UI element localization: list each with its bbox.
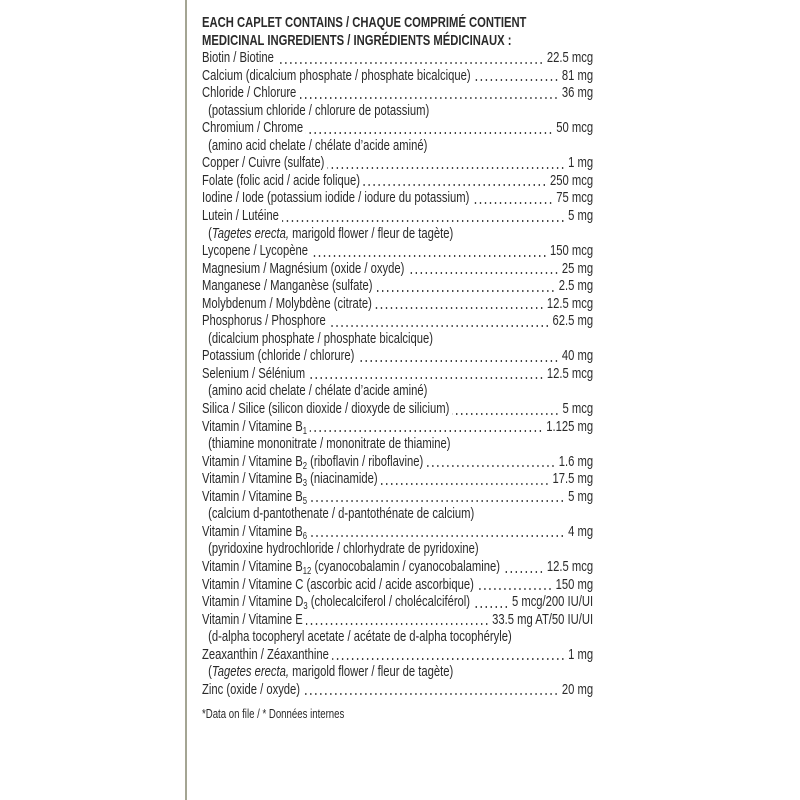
ingredient-row bbox=[202, 120, 593, 138]
ingredient-amount: 25 mg bbox=[561, 260, 594, 277]
dot-leader bbox=[311, 255, 547, 257]
dot-leader bbox=[299, 97, 558, 99]
dot-leader bbox=[310, 535, 565, 537]
ingredient-name-text: Iodine / Iode (potassium iodide / iodure du potassium) bbox=[202, 190, 470, 207]
ingredient-name bbox=[202, 313, 326, 331]
ingredient-name bbox=[202, 647, 329, 665]
note-italic: Tagetes erecta, bbox=[211, 664, 289, 681]
ingredient-row bbox=[202, 419, 593, 437]
ingredient-amount: 12.5 mcg bbox=[546, 295, 594, 312]
ingredient-name-text: Molybdenum / Molybdène (citrate) bbox=[202, 295, 372, 312]
ingredient-row bbox=[202, 50, 593, 68]
ingredient-name-text: Potassium (chloride / chlorure) bbox=[202, 348, 355, 365]
ingredient-row bbox=[202, 471, 593, 489]
ingredient-name-text: Vitamin / Vitamine B bbox=[202, 471, 303, 488]
note-text: marigold flower / fleur de tagète) bbox=[288, 664, 454, 681]
ingredient-name bbox=[202, 682, 300, 700]
ingredient-name-text: Manganese / Manganèse (sulfate) bbox=[202, 278, 373, 295]
ingredient-amount: 5 mcg/200 IU/UI bbox=[511, 594, 594, 611]
ingredient-amount: 150 mg bbox=[555, 576, 594, 593]
ingredient-name-text: Zinc (oxide / oxyde) bbox=[202, 681, 301, 698]
heading-medicinal-ingredients: MEDICINAL INGREDIENTS / INGRÉDIENTS MÉDICINAUX : bbox=[202, 32, 512, 49]
note-italic: Tagetes erecta, bbox=[211, 225, 289, 242]
ingredient-name-text: Biotin / Biotine bbox=[202, 50, 274, 67]
ingredient-name bbox=[202, 559, 500, 577]
ingredient-name bbox=[202, 208, 279, 226]
ingredient-name bbox=[202, 68, 471, 86]
ingredient-amount: 1.125 mg bbox=[546, 418, 594, 435]
subscript: 2 bbox=[302, 460, 308, 472]
dot-leader bbox=[308, 377, 544, 379]
ingredient-amount: 12.5 mcg bbox=[546, 365, 594, 382]
note-text: (d-alpha tocopheryl acetate / acétate de d-alpha tocophéryle) bbox=[208, 629, 512, 646]
ingredient-name-text: Vitamin / Vitamine E bbox=[202, 611, 303, 628]
dot-leader bbox=[376, 290, 556, 292]
dot-leader bbox=[306, 623, 489, 625]
dot-leader bbox=[327, 167, 565, 169]
ingredient-row bbox=[202, 594, 593, 612]
note-text: (dicalcium phosphate / phosphate bicalcique) bbox=[208, 330, 434, 347]
dot-leader bbox=[306, 132, 553, 134]
ingredient-amount: 36 mg bbox=[561, 85, 594, 102]
note-text: (amino acid chelate / chélate d’acide aminé) bbox=[208, 137, 428, 154]
ingredient-name-text: Vitamin / Vitamine B bbox=[202, 418, 303, 435]
ingredient-name-text: Lycopene / Lycopène bbox=[202, 243, 309, 260]
ingredient-name-rest: (niacinamide) bbox=[307, 471, 378, 488]
ingredient-name bbox=[202, 173, 360, 191]
dot-leader bbox=[407, 272, 558, 274]
ingredient-name-text: Vitamin / Vitamine B bbox=[202, 453, 303, 470]
dot-leader bbox=[452, 413, 559, 415]
ingredient-name bbox=[202, 348, 354, 366]
ingredient-amount: 4 mg bbox=[568, 523, 594, 540]
ingredient-row bbox=[202, 261, 593, 279]
ingredient-amount: 2.5 mg bbox=[558, 278, 594, 295]
note-text: (amino acid chelate / chélate d’acide aminé) bbox=[208, 383, 428, 400]
ingredient-row bbox=[202, 647, 593, 665]
ingredient-amount: 17.5 mg bbox=[552, 471, 594, 488]
ingredient-name-text: Vitamin / Vitamine D bbox=[202, 594, 304, 611]
ingredient-name-text: Magnesium / Magnésium (oxide / oxyde) bbox=[202, 260, 405, 277]
ingredient-row bbox=[202, 243, 593, 261]
dot-leader bbox=[477, 588, 553, 590]
ingredient-name bbox=[202, 50, 274, 68]
ingredient-source-note bbox=[202, 436, 593, 454]
ingredient-source-note bbox=[202, 138, 593, 156]
note-text: (potassium chloride / chlorure de potassium) bbox=[208, 102, 430, 119]
ingredient-name-text: Vitamin / Vitamine B bbox=[202, 558, 303, 575]
dot-leader bbox=[472, 202, 553, 204]
ingredient-row bbox=[202, 682, 593, 700]
ingredient-name-text: Vitamin / Vitamine B bbox=[202, 523, 303, 540]
ingredient-name bbox=[202, 471, 378, 489]
ingredient-name bbox=[202, 454, 423, 472]
ingredient-row bbox=[202, 366, 593, 384]
ingredient-amount: 250 mcg bbox=[550, 172, 594, 189]
ingredient-source-note bbox=[202, 103, 593, 121]
ingredient-amount: 62.5 mg bbox=[552, 313, 594, 330]
ingredient-name-text: Vitamin / Vitamine B bbox=[202, 488, 303, 505]
ingredient-amount: 12.5 mcg bbox=[546, 558, 594, 575]
panel-border bbox=[185, 0, 187, 800]
ingredient-name bbox=[202, 296, 372, 314]
footnote: *Data on file / * Données internes bbox=[202, 707, 345, 722]
ingredient-name bbox=[202, 243, 308, 261]
ingredient-name-text: Lutein / Lutéine bbox=[202, 208, 279, 225]
note-prefix: ( bbox=[208, 225, 212, 242]
ingredient-amount: 5 mg bbox=[568, 208, 594, 225]
ingredient-amount: 22.5 mcg bbox=[546, 50, 594, 67]
ingredient-name bbox=[202, 489, 307, 507]
ingredient-name bbox=[202, 419, 307, 437]
ingredient-name-rest: (riboflavin / riboflavine) bbox=[307, 453, 424, 470]
ingredient-amount: 1.6 mg bbox=[558, 453, 594, 470]
ingredient-name bbox=[202, 190, 469, 208]
ingredient-name bbox=[202, 366, 305, 384]
dot-leader bbox=[503, 571, 544, 573]
ingredient-source-note bbox=[202, 331, 593, 349]
dot-leader bbox=[426, 465, 555, 467]
note-text: (pyridoxine hydrochloride / chlorhydrate de pyridoxine) bbox=[208, 541, 479, 558]
ingredient-row bbox=[202, 190, 593, 208]
ingredient-row bbox=[202, 559, 593, 577]
ingredients-panel bbox=[202, 15, 593, 721]
ingredient-row bbox=[202, 577, 593, 595]
dot-leader bbox=[381, 483, 550, 485]
ingredient-amount: 5 mg bbox=[568, 488, 594, 505]
ingredient-row bbox=[202, 454, 593, 472]
ingredient-row bbox=[202, 173, 593, 191]
ingredient-name bbox=[202, 577, 474, 595]
ingredient-name-text: Zeaxanthin / Zéaxanthine bbox=[202, 646, 329, 663]
ingredient-amount: 1 mg bbox=[568, 646, 594, 663]
ingredient-name-text: Selenium / Sélénium bbox=[202, 365, 306, 382]
ingredient-name bbox=[202, 278, 373, 296]
ingredient-amount: 81 mg bbox=[561, 67, 594, 84]
ingredient-row bbox=[202, 524, 593, 542]
ingredient-name-text: Chloride / Chlorure bbox=[202, 85, 297, 102]
ingredient-source-note bbox=[202, 541, 593, 559]
dot-leader bbox=[282, 220, 565, 222]
dot-leader bbox=[310, 430, 543, 432]
ingredient-amount: 150 mcg bbox=[550, 243, 594, 260]
ingredient-row bbox=[202, 68, 593, 86]
ingredient-amount: 40 mg bbox=[561, 348, 594, 365]
ingredient-name bbox=[202, 612, 303, 630]
ingredient-name-text: Phosphorus / Phosphore bbox=[202, 313, 326, 330]
ingredient-name-text: Vitamin / Vitamine C (ascorbic acid / acide ascorbique) bbox=[202, 576, 474, 593]
ingredient-name bbox=[202, 261, 404, 279]
ingredient-name-rest: (cholecalciferol / cholécalciférol) bbox=[307, 594, 471, 611]
dot-leader bbox=[329, 325, 550, 327]
dot-leader bbox=[363, 184, 547, 186]
dot-leader bbox=[277, 62, 544, 64]
ingredient-name bbox=[202, 401, 449, 419]
ingredient-name bbox=[202, 120, 303, 138]
subscript: 3 bbox=[302, 478, 308, 490]
ingredient-row bbox=[202, 85, 593, 103]
ingredient-name-text: Copper / Cuivre (sulfate) bbox=[202, 155, 325, 172]
ingredient-name-text: Silica / Silice (silicon dioxide / dioxyde de silicium) bbox=[202, 401, 450, 418]
note-text: marigold flower / fleur de tagète) bbox=[288, 225, 454, 242]
subscript: 3 bbox=[303, 601, 308, 613]
ingredient-amount: 75 mcg bbox=[556, 190, 594, 207]
ingredient-source-note bbox=[202, 506, 593, 524]
dot-leader bbox=[375, 307, 544, 309]
ingredient-name bbox=[202, 594, 470, 612]
ingredient-name bbox=[202, 85, 296, 103]
dot-leader bbox=[332, 658, 565, 660]
ingredient-row bbox=[202, 313, 593, 331]
ingredient-name-rest: (cyanocobalamin / cyanocobalamine) bbox=[311, 558, 500, 575]
ingredient-row bbox=[202, 155, 593, 173]
heading-caplet-contains: EACH CAPLET CONTAINS / CHAQUE COMPRIMÉ CONTIENT bbox=[202, 15, 527, 31]
ingredient-row bbox=[202, 208, 593, 226]
dot-leader bbox=[310, 500, 565, 502]
ingredient-name-text: Calcium (dicalcium phosphate / phosphate bicalcique) bbox=[202, 67, 471, 84]
ingredient-amount: 33.5 mg AT/50 IU/UI bbox=[492, 611, 594, 628]
ingredient-amount: 50 mcg bbox=[556, 120, 594, 137]
ingredient-source-note bbox=[202, 383, 593, 401]
ingredient-row bbox=[202, 612, 593, 630]
dot-leader bbox=[357, 360, 558, 362]
ingredient-source-note bbox=[202, 226, 593, 244]
ingredient-row bbox=[202, 348, 593, 366]
ingredient-row bbox=[202, 489, 593, 507]
ingredient-name bbox=[202, 155, 324, 173]
ingredient-amount: 1 mg bbox=[568, 155, 594, 172]
ingredient-source-note bbox=[202, 664, 593, 682]
ingredient-amount: 20 mg bbox=[561, 681, 594, 698]
ingredient-row bbox=[202, 278, 593, 296]
ingredient-name-text: Folate (folic acid / acide folique) bbox=[202, 172, 361, 189]
ingredient-source-note bbox=[202, 629, 593, 647]
ingredient-name bbox=[202, 524, 307, 542]
dot-leader bbox=[303, 693, 559, 695]
dot-leader bbox=[474, 79, 559, 81]
ingredient-list bbox=[202, 50, 593, 699]
subscript: 6 bbox=[302, 530, 308, 542]
note-text: (thiamine mononitrate / mononitrate de thiamine) bbox=[208, 436, 451, 453]
subscript: 5 bbox=[302, 495, 308, 507]
note-prefix: ( bbox=[208, 664, 212, 681]
note-text: (calcium d-pantothenate / d-pantothénate de calcium) bbox=[208, 506, 475, 523]
ingredient-amount: 5 mcg bbox=[562, 401, 594, 418]
ingredient-name-text: Chromium / Chrome bbox=[202, 120, 304, 137]
subscript: 12 bbox=[302, 565, 312, 577]
subscript: 1 bbox=[302, 425, 308, 437]
dot-leader bbox=[473, 606, 509, 608]
ingredient-row bbox=[202, 296, 593, 314]
ingredient-row bbox=[202, 401, 593, 419]
